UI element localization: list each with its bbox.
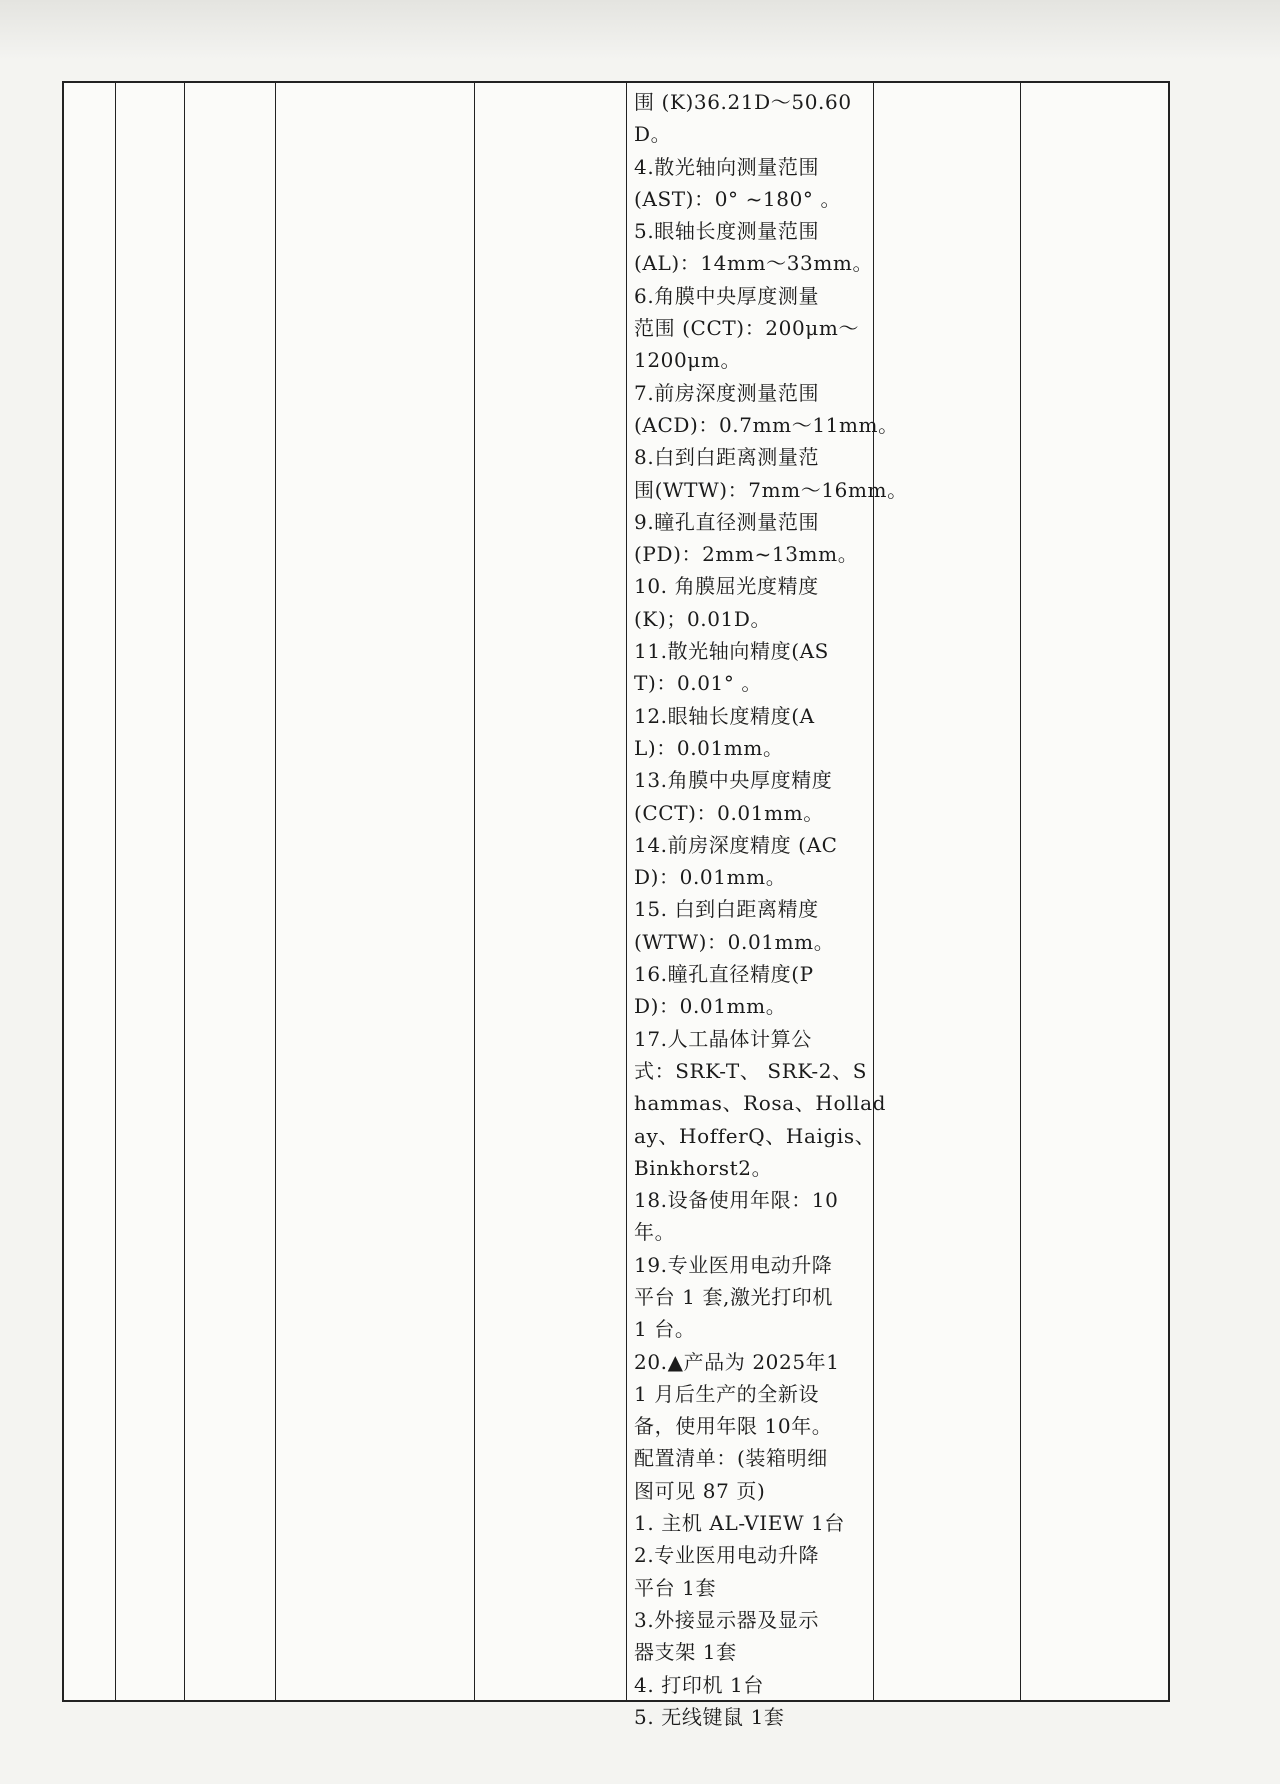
spec-line: 1 台。 (634, 1317, 696, 1342)
spec-line: ay、HofferQ、Haigis、 (634, 1123, 876, 1148)
spec-line: 18.设备使用年限：10 (634, 1188, 839, 1213)
spec-line: 5.眼轴长度测量范围 (634, 219, 820, 244)
spec-line: (AL)：14mm～33mm。 (634, 251, 874, 276)
spec-line: 2.专业医用电动升降 (634, 1543, 820, 1568)
spec-line: (CCT)：0.01mm。 (634, 800, 824, 825)
spec-line: D)：0.01mm。 (634, 994, 787, 1019)
spec-line: (K)；0.01D。 (634, 606, 772, 631)
column-divider (115, 83, 116, 1700)
spec-table (62, 81, 1170, 1729)
spec-line: 12.眼轴长度精度(A (634, 703, 815, 728)
spec-line: (ACD)：0.7mm～11mm。 (634, 412, 899, 437)
spec-line: Binkhorst2。 (634, 1155, 773, 1180)
spec-line: 4. 打印机 1台 (634, 1672, 764, 1697)
column-divider (1020, 83, 1021, 1700)
spec-line: 20.▲产品为 2025年1 (634, 1349, 840, 1374)
spec-line: 9.瞳孔直径测量范围 (634, 509, 820, 534)
spec-line: T)：0.01° 。 (634, 671, 763, 696)
spec-line: 5. 无线键鼠 1套 (634, 1704, 785, 1729)
spec-line: 式：SRK-T、 SRK-2、S (634, 1058, 868, 1083)
spec-line: 15. 白到白距离精度 (634, 897, 819, 922)
column-divider (873, 83, 874, 1700)
column-divider (275, 83, 276, 1700)
spec-line: 年。 (634, 1220, 676, 1245)
spec-line: (PD)：2mm~13mm。 (634, 542, 859, 567)
scan-shadow (0, 0, 1280, 60)
spec-line: 10. 角膜屈光度精度 (634, 574, 819, 599)
spec-line: hammas、Rosa、Hollad (634, 1091, 887, 1116)
spec-line: D)：0.01mm。 (634, 865, 787, 890)
spec-line: 14.前房深度精度 (AC (634, 832, 838, 857)
spec-line: 19.专业医用电动升降 (634, 1252, 833, 1277)
spec-line: 1200μm。 (634, 348, 742, 373)
technical-spec-cell (627, 83, 908, 1733)
spec-line: 围 (K)36.21D～50.60 (634, 90, 852, 114)
spec-line: 图可见 87 页) (634, 1478, 766, 1503)
spec-line: 围(WTW)：7mm～16mm。 (634, 477, 908, 502)
spec-line: 平台 1套 (634, 1575, 717, 1600)
spec-line: 1. 主机 AL-VIEW 1台 (634, 1511, 846, 1536)
column-divider (474, 83, 475, 1700)
spec-line: 1 月后生产的全新设 (634, 1381, 820, 1406)
spec-line: 4.散光轴向测量范围 (634, 154, 820, 179)
spec-line: 配置清单：(装箱明细 (634, 1446, 828, 1471)
spec-line: (WTW)：0.01mm。 (634, 929, 835, 954)
spec-line: 平台 1 套,激光打印机 (634, 1284, 833, 1309)
spec-line: 范围 (CCT)：200μm～ (634, 316, 860, 341)
spec-line: D。 (634, 122, 672, 147)
spec-line: 17.人工晶体计算公 (634, 1026, 812, 1051)
spec-line: 13.角膜中央厚度精度 (634, 768, 833, 793)
spec-line: 11.散光轴向精度(AS (634, 639, 829, 664)
spec-line: 7.前房深度测量范围 (634, 380, 820, 405)
column-divider (184, 83, 185, 1700)
spec-line: 8.白到白距离测量范 (634, 445, 820, 470)
spec-line: L)：0.01mm。 (634, 735, 784, 760)
spec-line: (AST)：0° ~180° 。 (634, 186, 842, 211)
spec-line: 备，使用年限 10年。 (634, 1414, 833, 1439)
spec-line: 3.外接显示器及显示 (634, 1607, 820, 1632)
spec-line: 6.角膜中央厚度测量 (634, 283, 820, 308)
spec-line: 16.瞳孔直径精度(P (634, 962, 814, 987)
spec-line: 器支架 1套 (634, 1640, 737, 1665)
